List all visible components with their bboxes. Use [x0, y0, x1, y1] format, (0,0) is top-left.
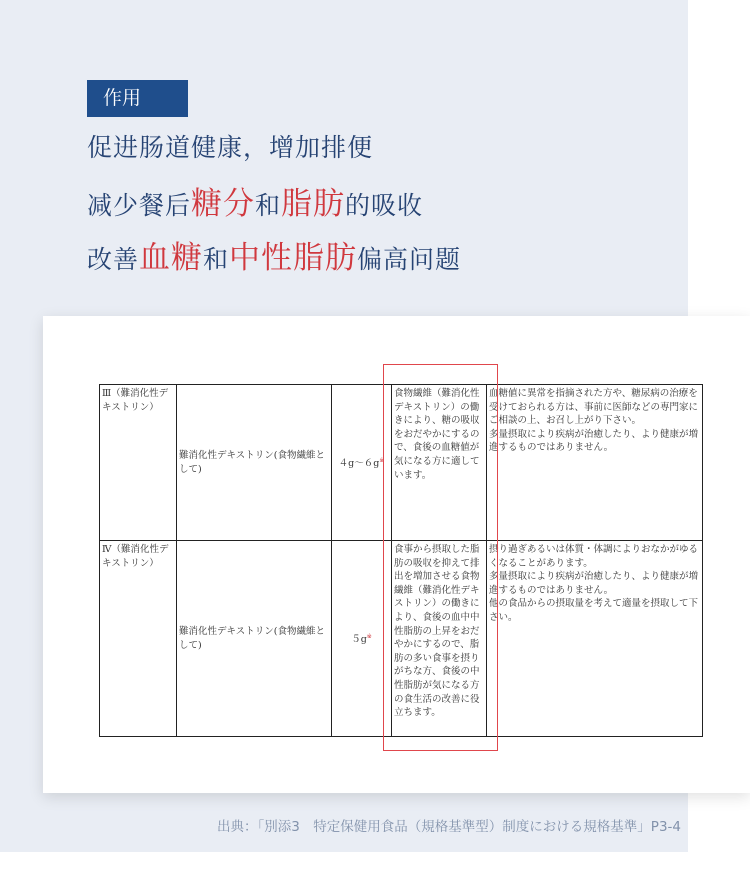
- ingredient-cell: 難消化性デキストリン(食物繊維として): [177, 385, 332, 541]
- highlight-sugar: 糖分: [191, 186, 256, 222]
- highlight-blood-sugar: 血糖: [139, 240, 204, 276]
- effect-line-3: [87, 232, 461, 277]
- amount-cell: [332, 385, 392, 541]
- amount-value: ４g～６g: [338, 458, 380, 470]
- document-excerpt: [43, 316, 750, 793]
- table-row: [100, 385, 703, 541]
- effect-line-3-pre: 改善: [87, 245, 140, 274]
- category-cell: Ⅲ（難消化性デキストリン）: [100, 385, 177, 541]
- effect-line-2-mid: 和: [255, 191, 282, 220]
- amount-cell: [332, 541, 392, 737]
- amount-value: ５g: [351, 634, 367, 646]
- highlight-fat: 脂肪: [281, 186, 346, 222]
- footnote-mark: ※: [366, 633, 372, 641]
- effect-line-2-post: 的吸收: [345, 191, 424, 220]
- claim-cell: 食物繊維（難消化性デキストリン）の働きにより、糖の吸収をおだやかにするので、食後の血糖値が気になる方に適しています。: [392, 385, 487, 541]
- effect-line-3-mid: 和: [203, 245, 230, 274]
- source-citation: 出典：「別添3 特定保健用食品（規格基準型）制度における規格基準」P3-4: [216, 819, 681, 835]
- standards-table: [99, 384, 703, 737]
- ingredient-cell: 難消化性デキストリン(食物繊維として): [177, 541, 332, 737]
- claim-cell: 食事から摂取した脂肪の吸収を抑えて排出を増加させる食物繊維（難消化性デキストリン）の働きにより、食後の血中中性脂肪の上昇をおだやかにするので、脂肪の多い食事を摂りがちな方、食後の中性脂肪が気になる方の食生活の改善に役立ちます。: [392, 541, 487, 737]
- category-cell: Ⅳ（難消化性デキストリン）: [100, 541, 177, 737]
- table-row: [100, 541, 703, 737]
- caution-cell: 摂り過ぎあるいは体質・体調によりおなかがゆるくなることがあります。 多量摂取により疾病が治癒したり、より健康が増進するものではありません。 他の食品からの摂取量を考えて適量を摂取して下さい。: [487, 541, 703, 737]
- footnote-mark: ※: [379, 457, 385, 465]
- caution-cell: 血糖値に異常を指摘された方や、糖尿病の治療を受けておられる方は、事前に医師などの専門家にご相談の上、お召し上がり下さい。 多量摂取により疾病が治癒したり、より健康が増進するものではありません。: [487, 385, 703, 541]
- effect-line-1: 促进肠道健康，增加排便: [87, 133, 374, 162]
- highlight-neutral-fat: 中性脂肪: [229, 240, 358, 276]
- effect-line-3-post: 偏高问题: [357, 245, 462, 274]
- section-tag: 作用: [87, 80, 188, 117]
- effect-line-2-pre: 减少餐后: [87, 191, 192, 220]
- effect-line-2: [87, 178, 423, 223]
